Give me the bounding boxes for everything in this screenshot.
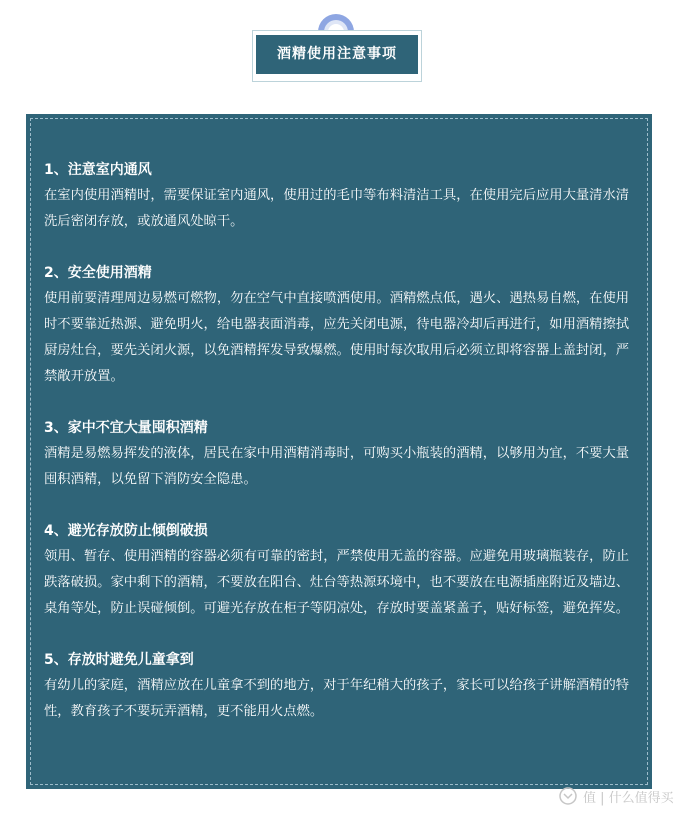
page-title: 酒精使用注意事项 [256, 35, 418, 74]
section-safe-use [44, 261, 634, 390]
section-no-hoarding [44, 416, 634, 493]
section-body: 使用前要清理周边易燃可燃物，勿在空气中直接喷洒使用。酒精燃点低，遇火、遇热易自燃，在使用时不要靠近热源、避免明火，给电器表面消毒，应先关闭电源，待电器冷却后再进行，如用酒精擦拭厨房灶台，要先关闭火源，以免酒精挥发导致爆燃。使用时每次取用后必须立即将容器上盖封闭，严禁敞开放置。 [44, 291, 630, 384]
section-ventilation [44, 158, 634, 235]
section-heading: 2、安全使用酒精 [44, 265, 152, 281]
watermark [559, 786, 674, 806]
section-heading: 5、存放时避免儿童拿到 [44, 652, 194, 668]
section-heading: 1、注意室内通风 [44, 162, 152, 178]
section-heading: 3、家中不宜大量囤积酒精 [44, 420, 208, 436]
ornament-icon [317, 6, 355, 32]
content-panel [26, 114, 652, 789]
section-storage [44, 519, 634, 622]
section-heading: 4、避光存放防止倾倒破损 [44, 523, 208, 539]
watermark-text: 值 | 什么值得买 [583, 790, 674, 806]
section-body: 有幼儿的家庭，酒精应放在儿童拿不到的地方，对于年纪稍大的孩子，家长可以给孩子讲解酒精的特性，教育孩子不要玩弄酒精，更不能用火点燃。 [44, 678, 630, 719]
smzdm-logo-icon [559, 787, 577, 805]
sections [44, 158, 634, 751]
section-body: 酒精是易燃易挥发的液体，居民在家中用酒精消毒时，可购买小瓶装的酒精，以够用为宜，不要大量囤积酒精，以免留下消防安全隐患。 [44, 446, 630, 487]
section-children [44, 648, 634, 725]
section-body: 在室内使用酒精时，需要保证室内通风，使用过的毛巾等布料清洁工具，在使用完后应用大量清水清洗后密闭存放，或放通风处晾干。 [44, 188, 630, 229]
section-body: 领用、暂存、使用酒精的容器必须有可靠的密封，严禁使用无盖的容器。应避免用玻璃瓶装存，防止跌落破损。家中剩下的酒精，不要放在阳台、灶台等热源环境中，也不要放在电源插座附近及墙边、桌角等处，防止误碰倾倒。可避光存放在柜子等阴凉处，存放时要盖紧盖子，贴好标签，避免挥发。 [44, 549, 630, 616]
